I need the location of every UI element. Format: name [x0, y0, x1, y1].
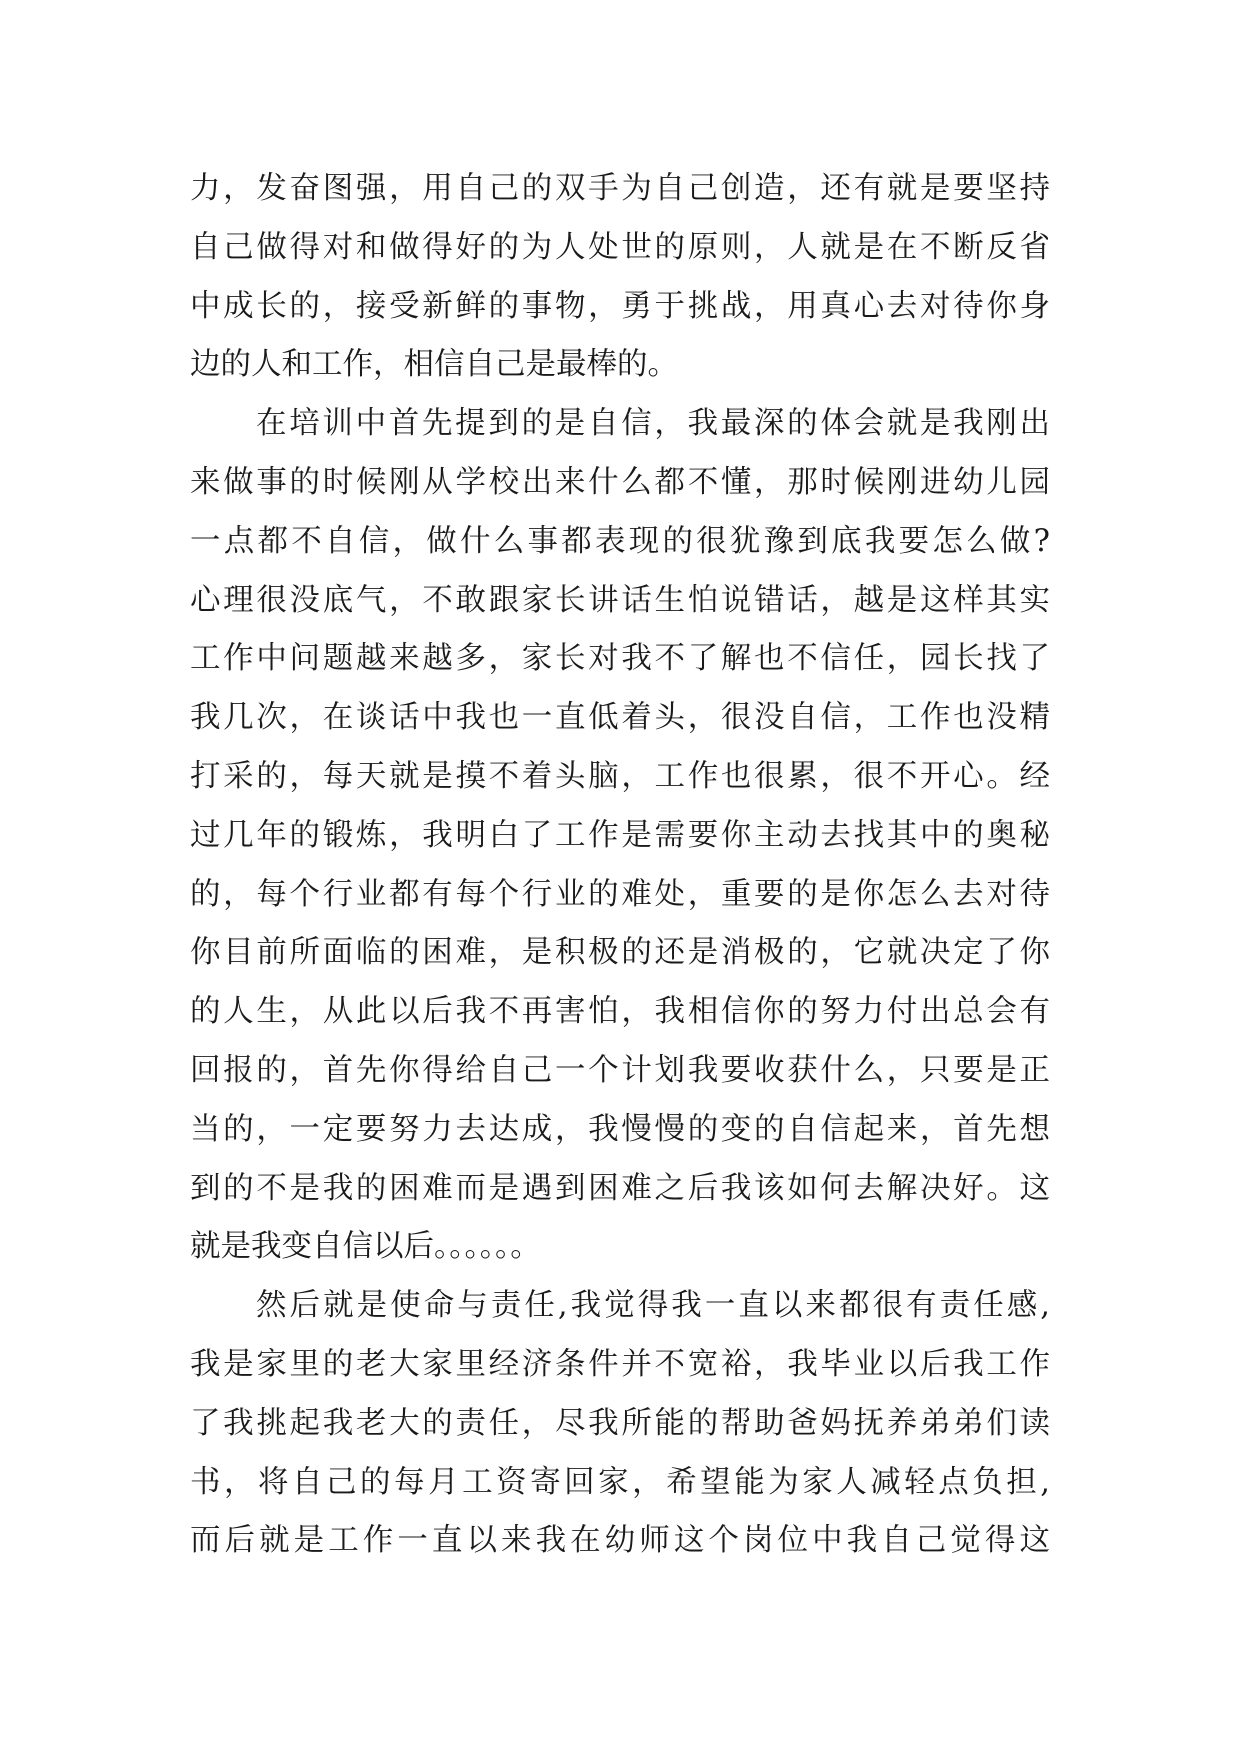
text-line: 到的不是我的困难而是遇到困难之后我该如何去解决好。这 — [190, 1170, 1050, 1206]
text-line: 自己做得对和做得好的为人处世的原则，人就是在不断反省 — [190, 229, 1050, 265]
text-line: 中成长的，接受新鲜的事物，勇于挑战，用真心去对待你身 — [190, 288, 1050, 324]
paragraph-start-line: 在培训中首先提到的是自信，我最深的体会就是我刚出 — [256, 406, 1050, 442]
text-line: 就是我变自信以后。。。。。。 — [190, 1229, 541, 1265]
text-line: 过几年的锻炼，我明白了工作是需要你主动去找其中的奥秘 — [190, 817, 1050, 853]
text-line: 我是家里的老大家里经济条件并不宽裕，我毕业以后我工作 — [190, 1346, 1050, 1382]
text-line: 来做事的时候刚从学校出来什么都不懂，那时候刚进幼儿园 — [190, 464, 1050, 500]
text-line: 的人生，从此以后我不再害怕，我相信你的努力付出总会有 — [190, 994, 1050, 1030]
text-line: 打采的，每天就是摸不着头脑，工作也很累，很不开心。经 — [190, 758, 1050, 794]
text-line: 书，将自己的每月工资寄回家，希望能为家人减轻点负担, — [190, 1464, 1050, 1500]
text-line: 了我挑起我老大的责任，尽我所能的帮助爸妈抚养弟弟们读 — [190, 1405, 1050, 1441]
text-line: 一点都不自信，做什么事都表现的很犹豫到底我要怎么做? — [190, 523, 1050, 559]
paragraph-start-line: 然后就是使命与责任,我觉得我一直以来都很有责任感, — [256, 1288, 1050, 1324]
text-line: 当的，一定要努力去达成，我慢慢的变的自信起来，首先想 — [190, 1111, 1050, 1147]
text-line: 力，发奋图强，用自己的双手为自己创造，还有就是要坚持 — [190, 171, 1050, 206]
text-line: 工作中问题越来越多，家长对我不了解也不信任，园长找了 — [190, 641, 1050, 677]
text-line: 你目前所面临的困难，是积极的还是消极的，它就决定了你 — [190, 935, 1050, 971]
text-line: 我几次，在谈话中我也一直低着头，很没自信，工作也没精 — [190, 700, 1050, 736]
text-line: 边的人和工作，相信自己是最棒的。 — [190, 347, 678, 383]
text-line: 心理很没底气，不敢跟家长讲话生怕说错话，越是这样其实 — [190, 582, 1050, 618]
text-line: 回报的，首先你得给自己一个计划我要收获什么，只要是正 — [190, 1052, 1050, 1088]
text-line: 而后就是工作一直以来我在幼师这个岗位中我自己觉得这 — [190, 1523, 1050, 1559]
body-text — [190, 160, 1050, 1571]
text-line: 的，每个行业都有每个行业的难处，重要的是你怎么去对待 — [190, 876, 1050, 912]
